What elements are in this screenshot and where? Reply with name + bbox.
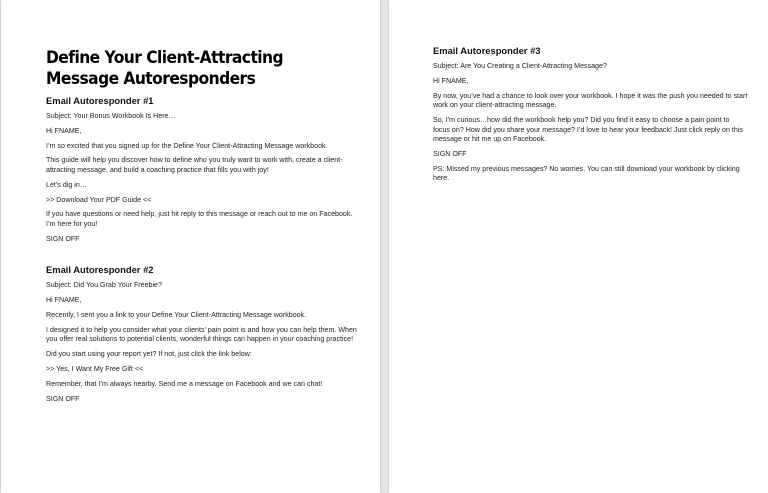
page-1-content <box>46 47 360 409</box>
document-page-1 <box>1 0 380 493</box>
email-2-paragraph: Remember, that I’m always nearby. Send me a message on Facebook and we can chat! <box>46 379 323 388</box>
email-3-signoff: SIGN OFF <box>433 149 467 158</box>
email-2-paragraph: I designed it to help you consider what your clients’ pain point is and how you can help them. When you offer real solutions to potential clients, wonderful things can happen in your coaching practice! <box>46 325 357 344</box>
email-3-paragraph: By now, you’ve had a chance to look over your workbook. I hope it was the push you needed to start work on your client-attracting message. <box>433 91 748 110</box>
email-3-subject: Subject: Are You Creating a Client-Attracting Message? <box>433 62 607 70</box>
email-2-paragraph: Did you start using your report yet? If not, just click the link below: <box>46 350 252 359</box>
email-3-postscript: PS: Missed my previous messages? No worries. You can still download your workbook by clicking here. <box>433 164 740 183</box>
section-spacer <box>46 249 360 264</box>
email-3-greeting: Hi FNAME, <box>433 76 469 85</box>
email-section-1 <box>46 95 360 244</box>
email-1-heading: Email Autoresponder #1 <box>46 95 154 106</box>
document-page-2 <box>389 0 768 493</box>
email-1-paragraph: I’m so excited that you signed up for the Define Your Client-Attracting Message workbook. <box>46 141 328 150</box>
email-2-greeting: Hi FNAME, <box>46 296 82 305</box>
email-2-signoff: SIGN OFF <box>46 394 80 403</box>
email-section-3 <box>433 45 748 184</box>
email-section-2 <box>46 264 360 404</box>
email-3-heading: Email Autoresponder #3 <box>433 45 541 56</box>
email-1-signoff: SIGN OFF <box>46 234 80 243</box>
email-2-subject: Subject: Did You Grab Your Freebie? <box>46 281 162 290</box>
email-1-greeting: Hi FNAME, <box>46 126 82 135</box>
email-3-paragraph: So, I’m curious…how did the workbook help you? Did you find it easy to choose a pain point to focus on? How did you share your message? I’d love to hear your feedback! Just click reply on this message or hit me up on Facebook. <box>433 115 743 144</box>
page-2-content <box>433 45 748 189</box>
email-1-paragraph: If you have questions or need help, just hit reply to this message or reach out to me on Facebook. I’m here for you! <box>46 210 353 228</box>
document-title: Define Your Client-Attracting Message Autoresponders <box>46 48 284 88</box>
email-2-heading: Email Autoresponder #2 <box>46 264 154 276</box>
email-1-download-link: >> Download Your PDF Guide << <box>46 195 152 204</box>
email-2-gift-link: >> Yes, I Want My Free Gift << <box>46 364 144 373</box>
email-1-paragraph: Let’s dig in… <box>46 180 87 189</box>
email-2-paragraph: Recently, I sent you a link to your Define Your Client-Attracting Message workbook. <box>46 311 307 319</box>
email-1-subject: Subject: Your Bonus Workbook Is Here… <box>46 112 176 120</box>
email-1-paragraph: This guide will help you discover how to define who you truly want to work with, create a client-attracting message, and build a coaching practice that fills you with joy! <box>46 156 343 174</box>
